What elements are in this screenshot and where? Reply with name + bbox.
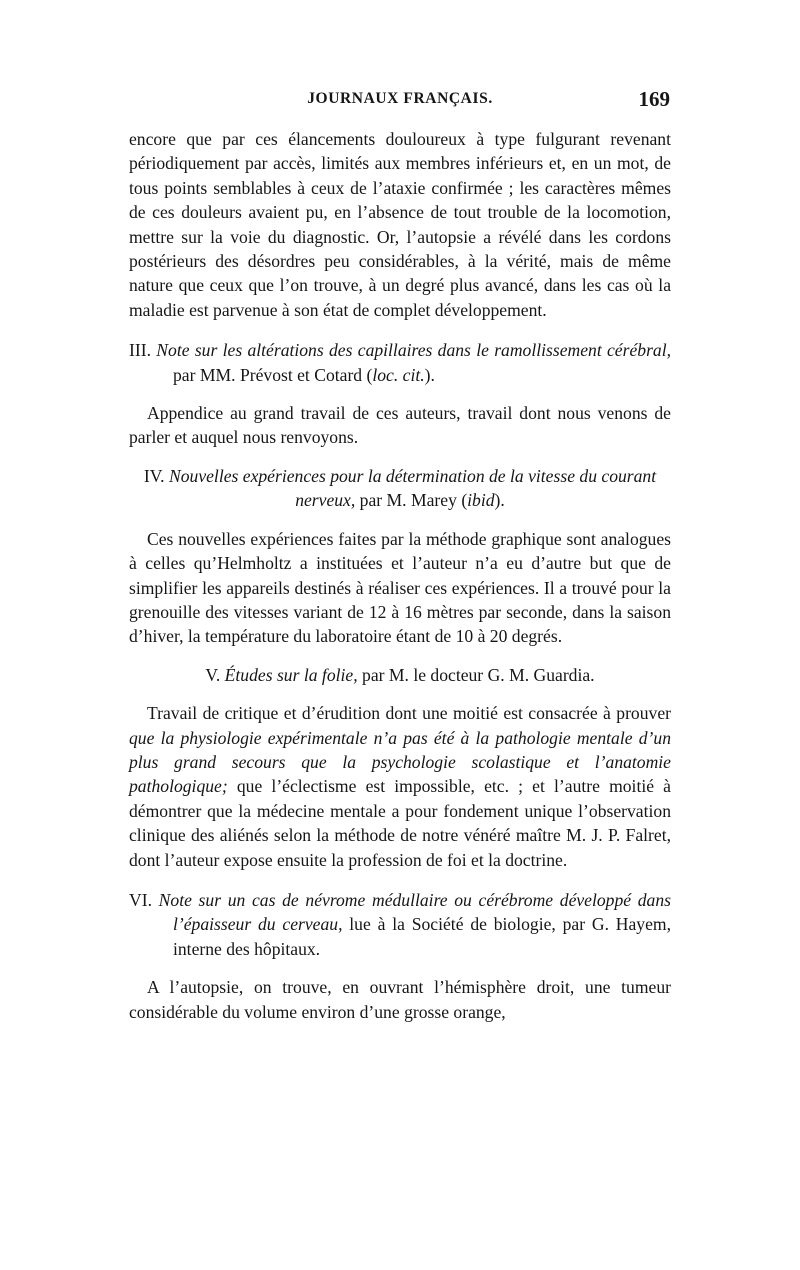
- section-byline: par M. Marey: [359, 490, 457, 511]
- section-byline: par MM. Prévost et Cotard: [173, 364, 363, 385]
- text-run: Travail de critique et d’érudition dont une moitié est consacrée à prouver: [147, 703, 671, 724]
- ref-close: ).: [494, 490, 505, 511]
- section-iv-heading: [129, 464, 671, 513]
- italic-text-run: que la physiologie expérimentale n’a pas été à la pathologie mentale d’un plus grand secours que la psychologie scolastique et l’anatomie pathologique;: [129, 727, 671, 797]
- section-title: Nouvelles expériences pour la détermination de la vitesse du courant nerveux,: [168, 465, 657, 511]
- paragraph-section-iv: Ces nouvelles expériences faites par la méthode graphique sont analogues à celles qu’Helmholtz a instituées et l’auteur n’a eu d’autre but que de simplifier les appareils destinés à réaliser ces expériences. Il a trouvé pour la grenouille des vitesses variant de 12 à 16 mètres par seconde, dans la saison d’hiver, la température du laboratoire étant de 10 à 20 degrés.: [129, 528, 671, 647]
- section-numeral: VI.: [129, 889, 152, 910]
- section-title: Note sur les altérations des capillaires dans le ramollissement cérébral,: [156, 340, 672, 361]
- paragraph-section-iii: Appendice au grand travail de ces auteurs, travail dont nous venons de parler et auquel nous renvoyons.: [129, 403, 671, 448]
- page-number: 169: [638, 87, 670, 111]
- section-reference: ibid: [467, 490, 495, 511]
- section-reference: loc. cit.: [372, 364, 425, 385]
- paragraph-continued: encore que par ces élancements douloureux à type fulgurant revenant périodiquement par accès, limités aux membres inférieurs et, en un mot, de tous points semblables à ceux de l’ataxie confirmée ; les caractères mêmes de ces douleurs avaient pu, en l’absence de tout trouble de la locomotion, mettre sur la voie du diagnostic. Or, l’autopsie a révélé dans les cordons postérieurs des désordres peu considérables, à la vérité, mais de même nature que ceux que l’on trouve, à un degré plus avancé, dans les cas où la maladie est parvenue à son état de complet développement.: [129, 129, 671, 320]
- section-byline: lue à la Société de biologie, par G. Hayem, interne des hôpitaux.: [173, 914, 671, 959]
- paragraph-section-v: [129, 701, 671, 872]
- section-title: Études sur la folie,: [224, 664, 358, 685]
- ref-close: ).: [424, 364, 435, 385]
- text-run: que l’éclectisme est impossible, etc. ; et l’autre moitié à démontrer que la médecine mentale a pour fondement unique l’observation clinique des aliénés selon la méthode de notre vénéré maître M. J. P. Falret, dont l’auteur expose ensuite la profession de foi et la doctrine.: [129, 776, 671, 870]
- section-title: Note sur un cas de névrome médullaire ou cérébrome développé dans l’épaisseur du cerveau,: [158, 889, 671, 935]
- running-title: JOURNAUX FRANÇAIS.: [307, 90, 493, 107]
- page-body: [129, 127, 671, 1024]
- section-byline: par M. le docteur G. M. Guardia.: [362, 664, 595, 685]
- ref-open: (: [366, 364, 373, 385]
- section-v-heading: [129, 663, 671, 687]
- section-numeral: V.: [205, 664, 221, 685]
- section-numeral: IV.: [143, 465, 165, 486]
- page-header: [130, 87, 670, 116]
- paragraph-section-vi: A l’autopsie, on trouve, en ouvrant l’hémisphère droit, une tumeur considérable du volume environ d’une grosse orange,: [129, 977, 671, 1022]
- section-numeral: III.: [129, 340, 151, 361]
- section-vi-heading: [129, 888, 671, 961]
- ref-open: (: [461, 490, 468, 511]
- section-iii-heading: [129, 338, 671, 387]
